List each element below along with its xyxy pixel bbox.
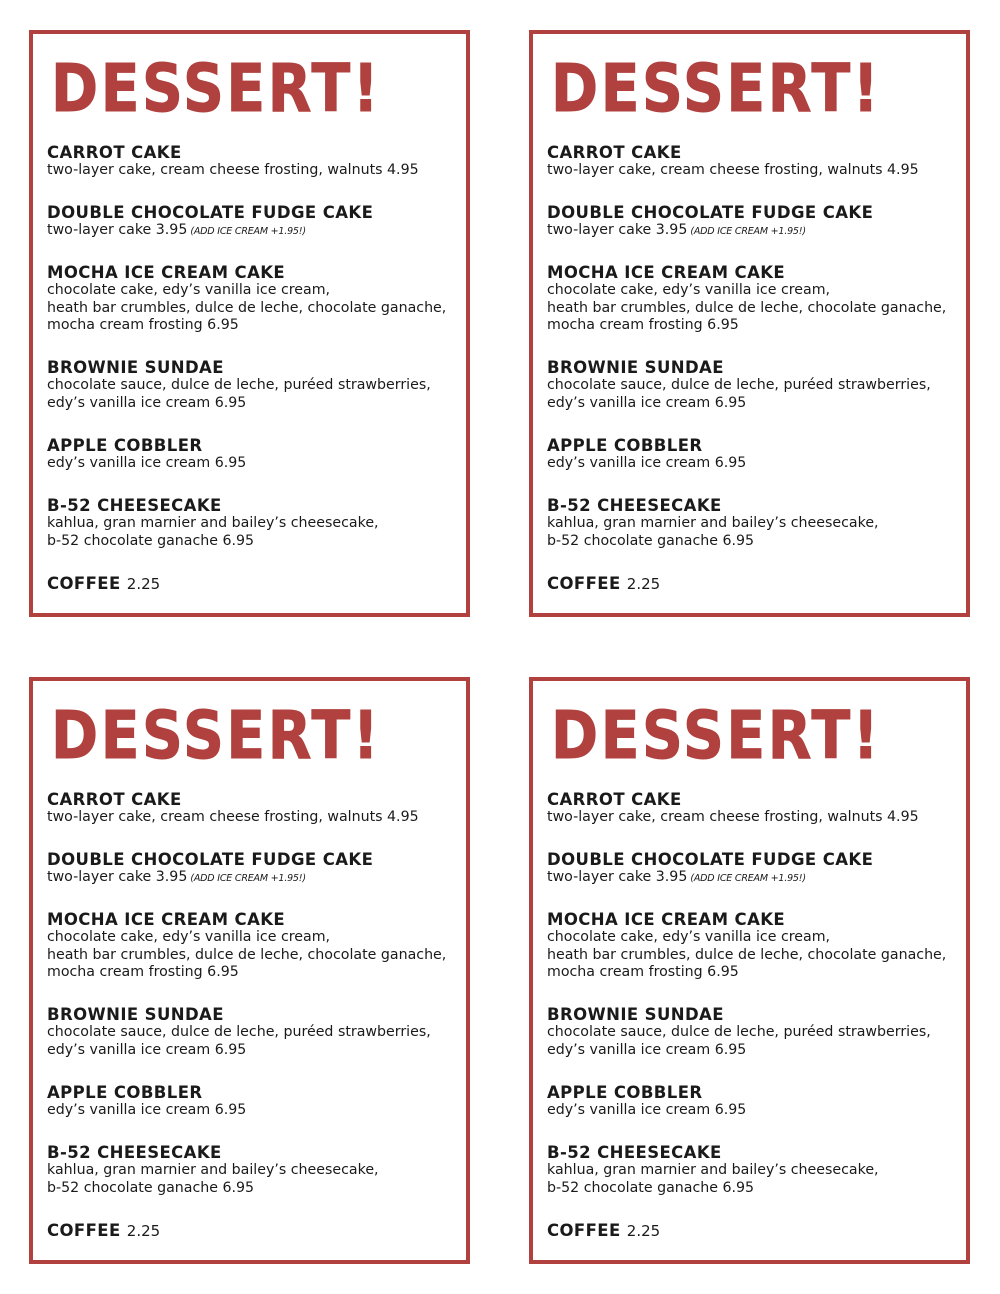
item-name: BROWNIE SUNDAE [47,358,224,377]
item-description: kahlua, gran marnier and bailey’s cheesecake, [47,1162,379,1178]
menu-item-double-chocolate-fudge-cake [47,203,457,241]
item-name: BROWNIE SUNDAE [547,1005,724,1024]
item-description: edy’s vanilla ice cream 6.95 [547,394,747,411]
item-description: two-layer cake, cream cheese frosting, walnuts 4.95 [547,162,919,178]
menu-item-apple-cobbler [47,436,457,473]
coffee-price: 2.25 [126,1222,161,1240]
item-name: APPLE COBBLER [547,1083,703,1102]
item-name: B-52 CHEESECAKE [547,1143,722,1162]
item-description: two-layer cake, cream cheese frosting, walnuts 4.95 [47,809,419,825]
item-name: MOCHA ICE CREAM CAKE [547,263,786,282]
item-description: kahlua, gran marnier and bailey’s cheesecake, [547,515,879,531]
item-description: heath bar crumbles, dulce de leche, chocolate ganache, [47,946,447,963]
item-name [547,1221,957,1241]
item-name: CARROT CAKE [47,790,182,809]
item-name: CARROT CAKE [547,790,682,809]
item-description: edy’s vanilla ice cream 6.95 [47,1102,247,1118]
item-description: heath bar crumbles, dulce de leche, chocolate ganache, [47,299,447,316]
menu-item-apple-cobbler [547,1083,957,1120]
menu-title: DESSERT! [51,50,382,127]
item-name: CARROT CAKE [47,143,182,162]
menu-item-coffee [47,574,457,594]
item-description-text: two-layer cake 3.95 [47,869,188,885]
item-name: BROWNIE SUNDAE [547,358,724,377]
item-description: chocolate cake, edy’s vanilla ice cream, [47,929,331,945]
menu-card-bottom-right [529,677,970,1264]
item-description: heath bar crumbles, dulce de leche, chocolate ganache, [547,946,947,963]
menu-item-apple-cobbler [547,436,957,473]
coffee-price: 2.25 [126,575,161,593]
item-description-text: two-layer cake 3.95 [547,869,688,885]
menu-item-carrot-cake [47,790,457,827]
item-description: mocha cream frosting 6.95 [547,964,739,980]
menu-card-top-left [29,30,470,617]
item-description: b-52 chocolate ganache 6.95 [547,1179,755,1196]
menu-title: DESSERT! [551,50,882,127]
item-description: two-layer cake, cream cheese frosting, walnuts 4.95 [47,162,419,178]
menu-item-mocha-ice-cream-cake [547,910,957,982]
menu-item-brownie-sundae [547,358,957,412]
menu-item-brownie-sundae [47,358,457,412]
item-description: chocolate cake, edy’s vanilla ice cream, [47,282,331,298]
item-note: (ADD ICE CREAM +1.95!) [690,873,806,884]
menu-card-bottom-left [29,677,470,1264]
item-name [47,574,457,594]
item-name: DOUBLE CHOCOLATE FUDGE CAKE [547,203,874,222]
item-name: CARROT CAKE [547,143,682,162]
coffee-price: 2.25 [626,575,661,593]
item-name: DOUBLE CHOCOLATE FUDGE CAKE [547,850,874,869]
item-name: DOUBLE CHOCOLATE FUDGE CAKE [47,203,374,222]
item-description [47,222,457,241]
item-name: APPLE COBBLER [47,1083,203,1102]
item-description: kahlua, gran marnier and bailey’s cheesecake, [547,1162,879,1178]
item-description: chocolate sauce, dulce de leche, puréed strawberries, [47,377,431,393]
menu-item-mocha-ice-cream-cake [47,910,457,982]
item-name: MOCHA ICE CREAM CAKE [47,910,286,929]
item-description: chocolate cake, edy’s vanilla ice cream, [547,929,831,945]
coffee-label: COFFEE [547,1221,621,1240]
item-description: mocha cream frosting 6.95 [47,317,239,333]
item-description: edy’s vanilla ice cream 6.95 [547,455,747,471]
item-description: edy’s vanilla ice cream 6.95 [47,455,247,471]
coffee-price: 2.25 [626,1222,661,1240]
item-name: MOCHA ICE CREAM CAKE [47,263,286,282]
item-name: B-52 CHEESECAKE [47,496,222,515]
menu-item-brownie-sundae [47,1005,457,1059]
item-description-text: two-layer cake 3.95 [47,222,188,238]
item-description: chocolate cake, edy’s vanilla ice cream, [547,282,831,298]
menu-item-apple-cobbler [47,1083,457,1120]
coffee-label: COFFEE [547,574,621,593]
item-description: chocolate sauce, dulce de leche, puréed strawberries, [547,377,931,393]
item-description [47,869,457,888]
menu-item-double-chocolate-fudge-cake [547,850,957,888]
menu-item-coffee [547,574,957,594]
item-name: B-52 CHEESECAKE [547,496,722,515]
item-description [547,869,957,888]
menu-title: DESSERT! [51,697,382,774]
item-description: kahlua, gran marnier and bailey’s cheesecake, [47,515,379,531]
item-description: two-layer cake, cream cheese frosting, walnuts 4.95 [547,809,919,825]
item-description: mocha cream frosting 6.95 [47,964,239,980]
item-name: MOCHA ICE CREAM CAKE [547,910,786,929]
item-note: (ADD ICE CREAM +1.95!) [190,873,306,884]
item-description: b-52 chocolate ganache 6.95 [47,532,255,549]
item-description: edy’s vanilla ice cream 6.95 [47,394,247,411]
menu-item-b52-cheesecake [47,496,457,550]
item-note: (ADD ICE CREAM +1.95!) [190,226,306,237]
item-description: chocolate sauce, dulce de leche, puréed strawberries, [47,1024,431,1040]
item-description: heath bar crumbles, dulce de leche, chocolate ganache, [547,299,947,316]
item-note: (ADD ICE CREAM +1.95!) [690,226,806,237]
item-description-text: two-layer cake 3.95 [547,222,688,238]
menu-item-b52-cheesecake [547,1143,957,1197]
item-name: BROWNIE SUNDAE [47,1005,224,1024]
item-name [47,1221,457,1241]
item-description [547,222,957,241]
menu-item-coffee [547,1221,957,1241]
item-description: mocha cream frosting 6.95 [547,317,739,333]
item-name: APPLE COBBLER [547,436,703,455]
item-description: b-52 chocolate ganache 6.95 [547,532,755,549]
menu-item-b52-cheesecake [47,1143,457,1197]
menu-title: DESSERT! [551,697,882,774]
coffee-label: COFFEE [47,1221,121,1240]
item-description: edy’s vanilla ice cream 6.95 [547,1102,747,1118]
item-description: chocolate sauce, dulce de leche, puréed strawberries, [547,1024,931,1040]
item-description: edy’s vanilla ice cream 6.95 [47,1041,247,1058]
menu-item-double-chocolate-fudge-cake [47,850,457,888]
menu-item-carrot-cake [547,790,957,827]
menu-item-mocha-ice-cream-cake [47,263,457,335]
item-name [547,574,957,594]
item-name: DOUBLE CHOCOLATE FUDGE CAKE [47,850,374,869]
menu-item-coffee [47,1221,457,1241]
menu-item-double-chocolate-fudge-cake [547,203,957,241]
menu-item-mocha-ice-cream-cake [547,263,957,335]
item-name: APPLE COBBLER [47,436,203,455]
item-description: edy’s vanilla ice cream 6.95 [547,1041,747,1058]
item-name: B-52 CHEESECAKE [47,1143,222,1162]
menu-item-brownie-sundae [547,1005,957,1059]
item-description: b-52 chocolate ganache 6.95 [47,1179,255,1196]
menu-item-carrot-cake [47,143,457,180]
coffee-label: COFFEE [47,574,121,593]
menu-item-carrot-cake [547,143,957,180]
menu-item-b52-cheesecake [547,496,957,550]
menu-card-top-right [529,30,970,617]
